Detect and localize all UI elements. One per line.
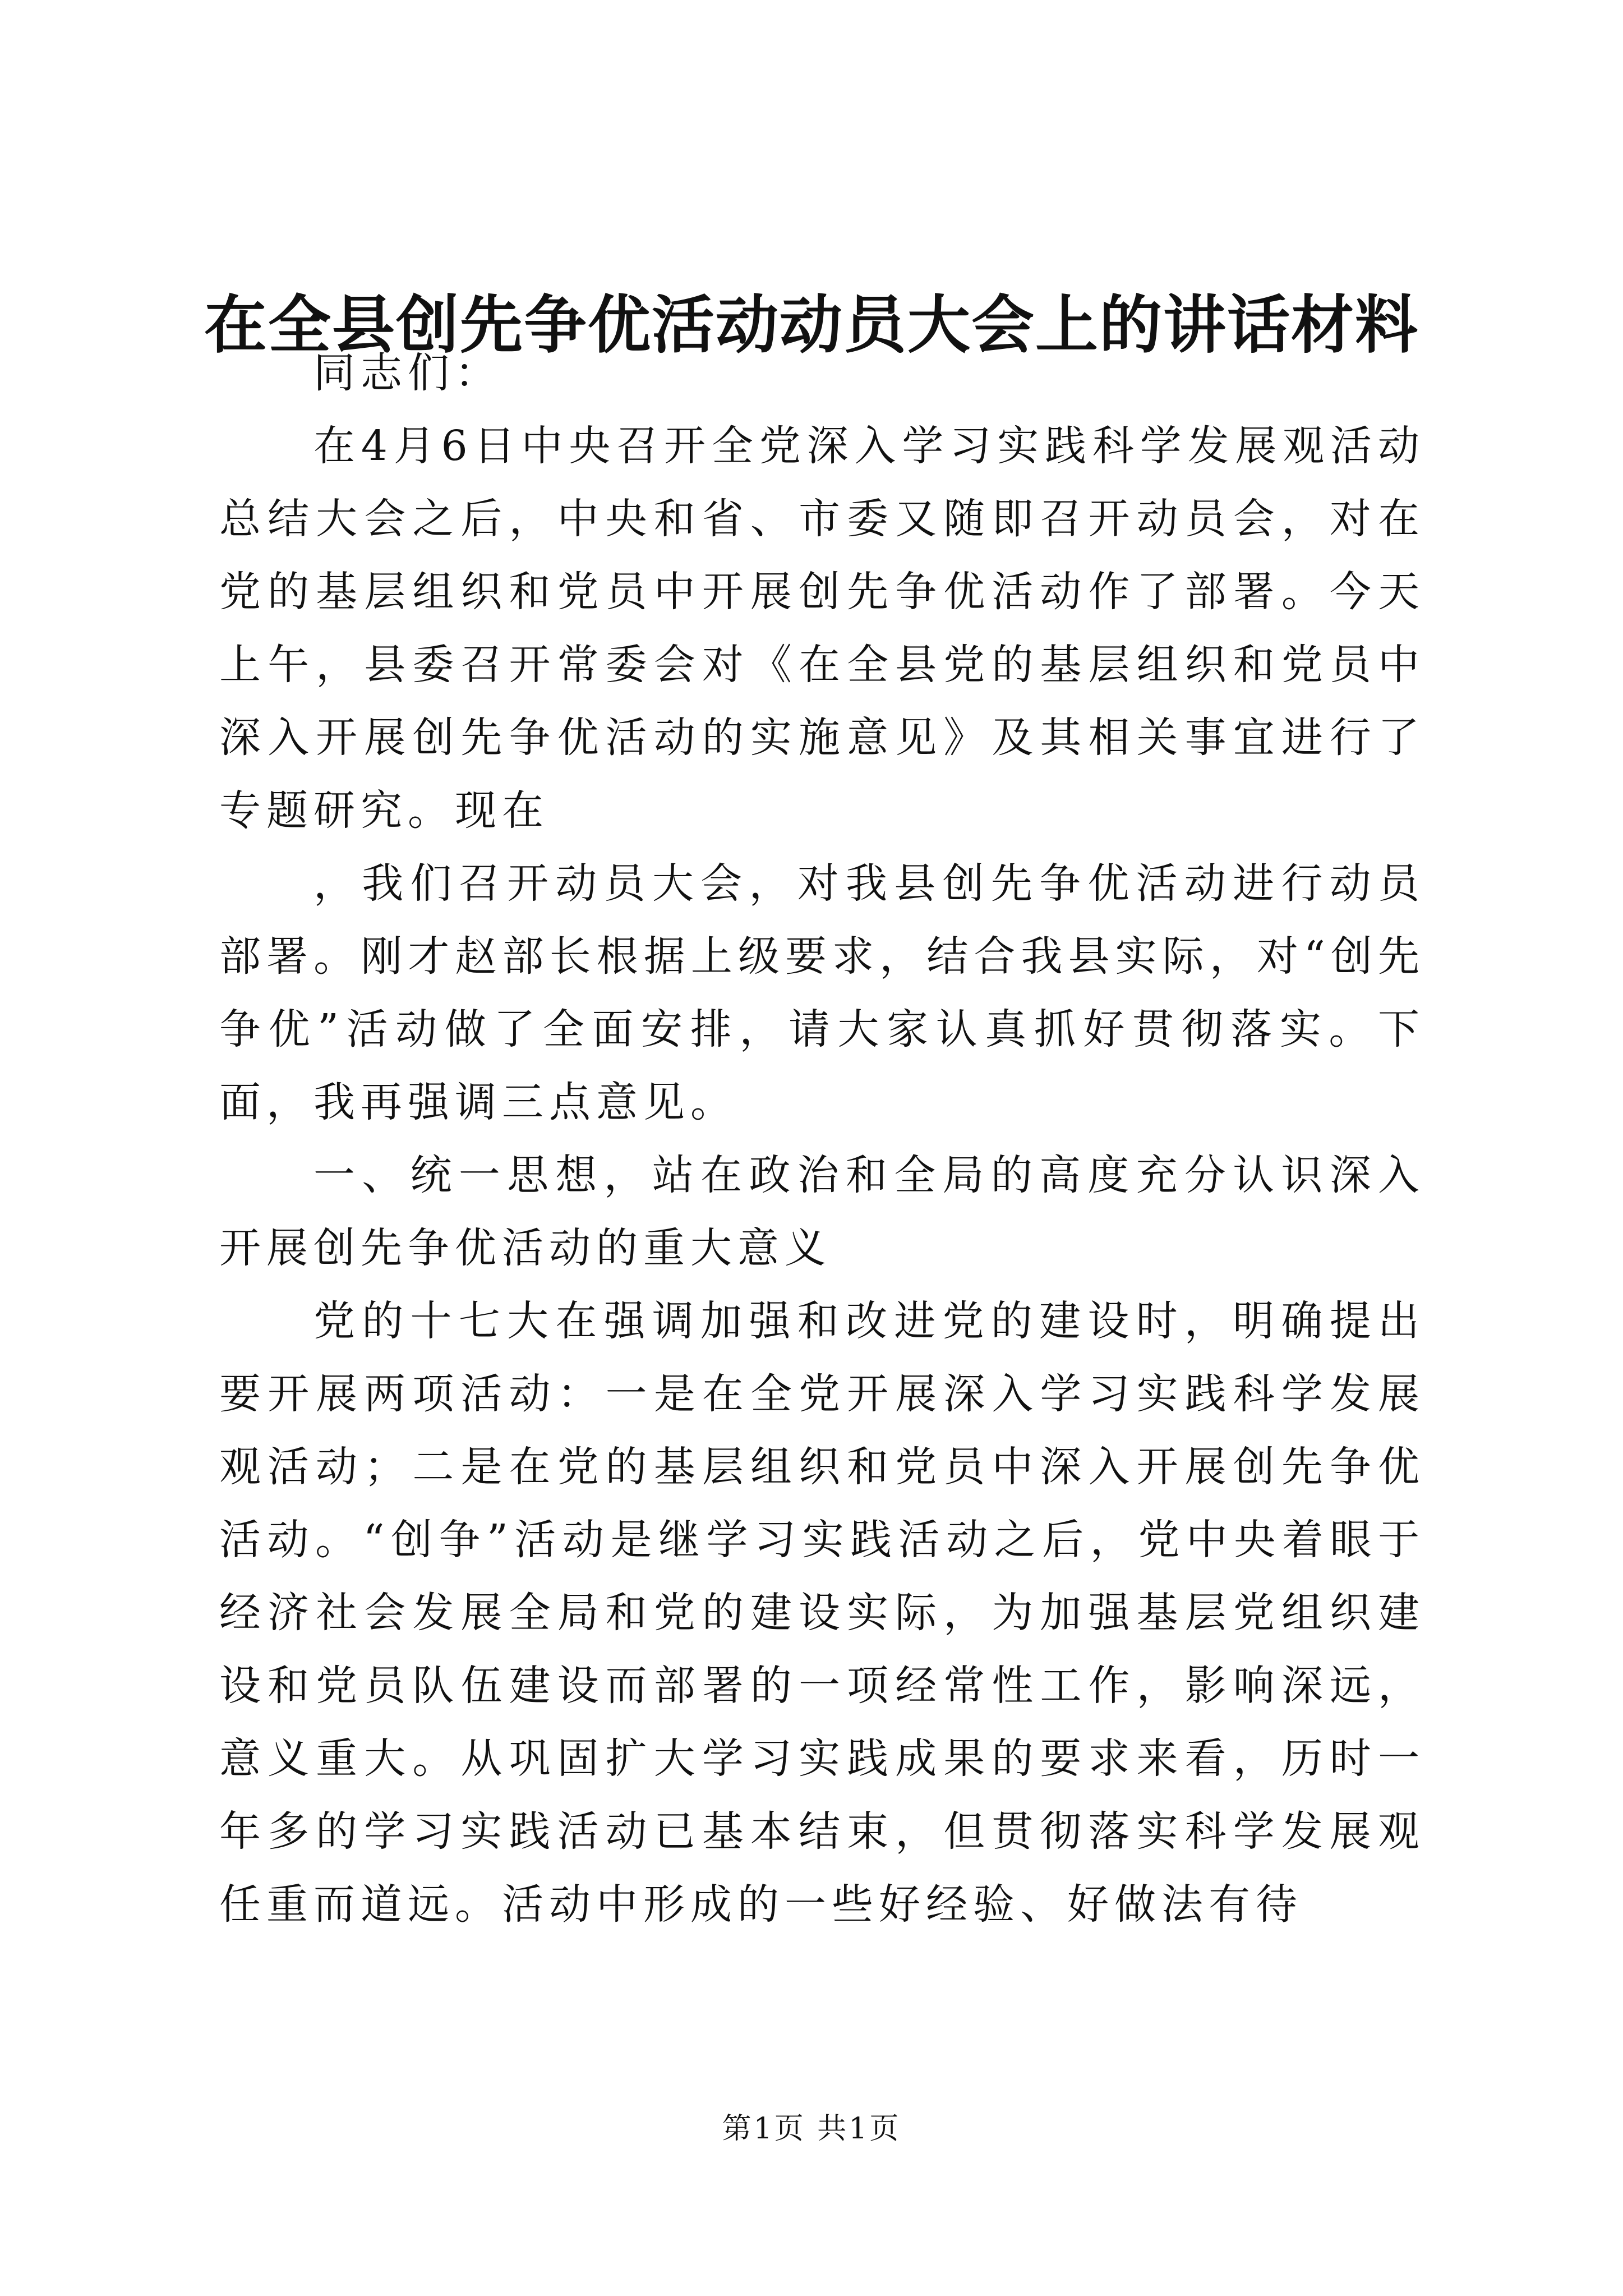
body-paragraph-2: ，我们召开动员大会，对我县创先争优活动进行动员部署。刚才赵部长根据上级要求，结合我县实际，对“创先争优”活动做了全面安排，请大家认真抓好贯彻落实。下面，我再强调三点意见。 <box>219 859 1425 1126</box>
section-heading-1: 一、统一思想，站在政治和全局的高度充分认识深入开展创先争优活动的重大意义 <box>219 1151 1425 1272</box>
document-title: 在全县创先争优活动动员大会上的讲话材料 <box>204 288 1419 362</box>
document-body <box>219 337 1425 1941</box>
salutation-paragraph: 同志们： <box>313 349 502 397</box>
page-footer: 第1页 共1页 <box>722 2112 901 2146</box>
body-paragraph-1: 在4月6日中央召开全党深入学习实践科学发展观活动总结大会之后，中央和省、市委又随即召开动员会，对在党的基层组织和党员中开展创先争优活动作了部署。今天上午，县委召开常委会对《在全县党的基层组织和党员中深入开展创先争优活动的实施意见》及其相关事宜进行了专题研究。现在 <box>219 422 1425 835</box>
body-paragraph-3: 党的十七大在强调加强和改进党的建设时，明确提出要开展两项活动：一是在全党开展深入学习实践科学发展观活动；二是在党的基层组织和党员中深入开展创先争优活动。“创争”活动是继学习实践活动之后，党中央着眼于经济社会发展全局和党的建设实际，为加强基层党组织建设和党员队伍建设而部署的一项经常性工作，影响深远，意义重大。从巩固扩大学习实践成果的要求来看，历时一年多的学习实践活动已基本结束，但贯彻落实科学发展观任重而道远。活动中形成的一些好经验、好做法有待 <box>219 1297 1425 1929</box>
